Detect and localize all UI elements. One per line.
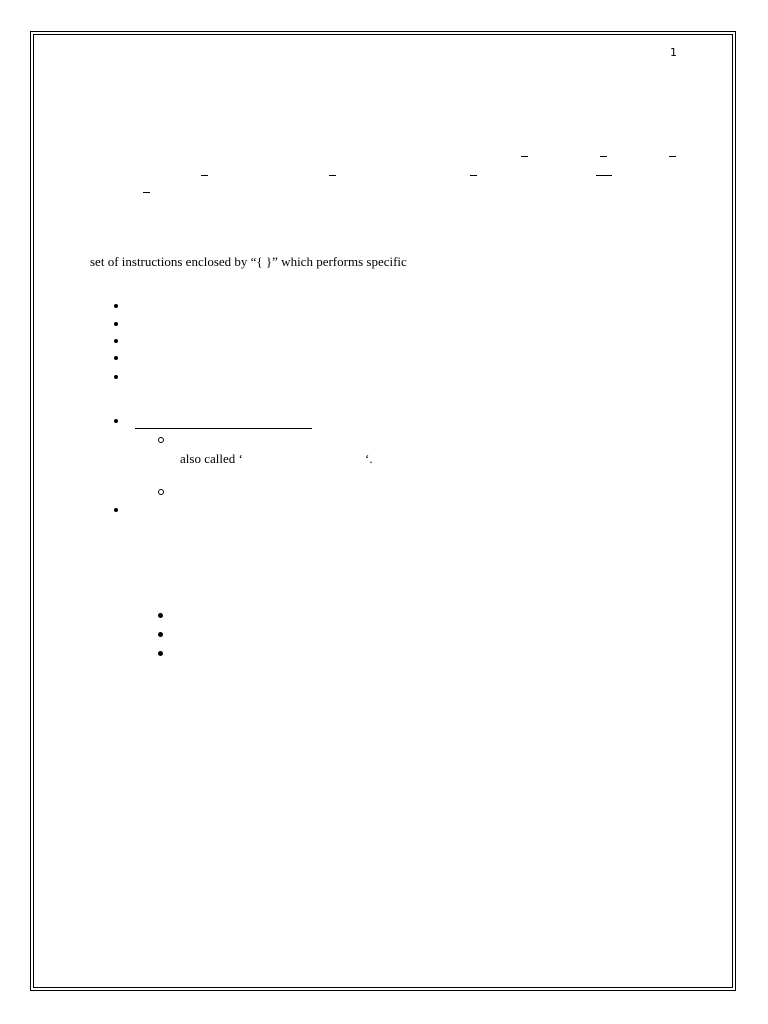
list-bullet (158, 613, 163, 618)
blank-dash (470, 175, 477, 176)
paragraph-text: set of instructions enclosed by “{ }” which performs specific (90, 254, 407, 269)
list-bullet (114, 322, 118, 326)
page-number: 1 (670, 46, 677, 59)
list-bullet (114, 508, 118, 512)
sub-list-bullet (158, 437, 164, 443)
blank-dash (143, 192, 150, 193)
list-bullet (158, 651, 163, 656)
blank-dash (329, 175, 336, 176)
blank-dash (669, 156, 676, 157)
also-called-prefix: also called ‘ (180, 451, 243, 466)
list-bullet (114, 339, 118, 343)
blank-dash (596, 175, 612, 176)
list-bullet (114, 356, 118, 360)
list-bullet (114, 375, 118, 379)
sub-list-bullet (158, 489, 164, 495)
list-bullet (114, 304, 118, 308)
page-border-inner (33, 34, 733, 988)
blank-dash (600, 156, 607, 157)
list-bullet (114, 419, 118, 423)
blank-underline (135, 428, 312, 429)
also-called-suffix: ‘. (365, 451, 373, 466)
list-bullet (158, 632, 163, 637)
blank-dash (521, 156, 528, 157)
blank-dash (201, 175, 208, 176)
